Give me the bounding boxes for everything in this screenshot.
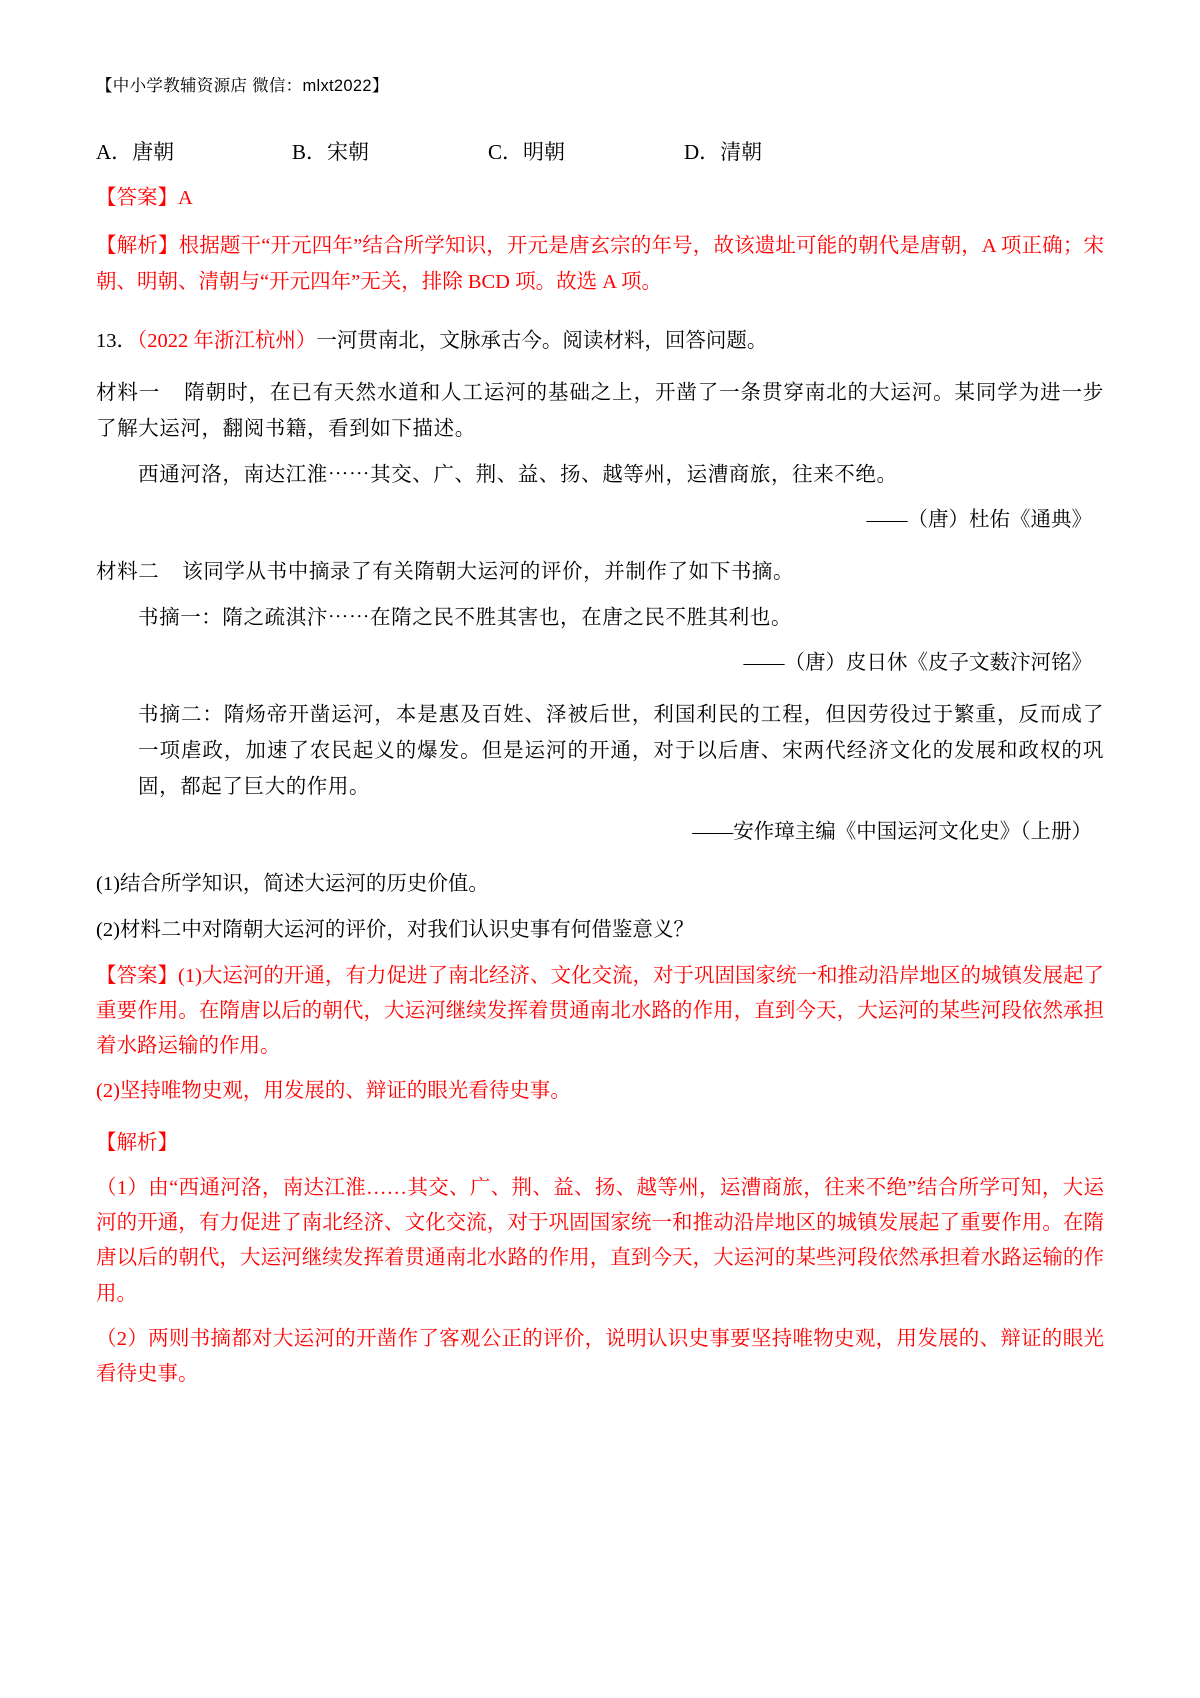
- material1-label: 材料一: [96, 382, 161, 405]
- question13-number: 13．: [96, 329, 137, 352]
- question13-answer-1: [96, 959, 1104, 1065]
- material2-label: 材料二: [96, 560, 160, 583]
- material1-source: ——（唐）杜佑《通典》: [866, 508, 1092, 531]
- excerpt-two-source: ——安作璋主编《中国运河文化史》（上册）: [692, 820, 1092, 843]
- material2-text: 该同学从书中摘录了有关隋朝大运河的评价，并制作了如下书摘。: [182, 560, 795, 583]
- question13-heading: [96, 325, 1104, 358]
- analysis-1: （1）由“西通河洛，南达江淮……其交、广、荆、益、扬、越等州，运漕商旅，往来不绝”结合所学可知，大运河的开通，有力促进了南北经济、文化交流，对于巩固国家统一和推动沿岸地区的城镇发展起了重要作用。在隋唐以后的朝代，大运河继续发挥着贯通南北水路的作用，直到今天，大运河的某些河段依然承担着水路运输的作用。: [96, 1176, 1104, 1305]
- option-b: B．宋朝: [292, 140, 370, 164]
- sub-question-2: (2)材料二中对隋朝大运河的评价，对我们认识史事有何借鉴意义？: [96, 918, 694, 941]
- answer-1-text: (1)大运河的开通，有力促进了南北经济、文化交流，对于巩固国家统一和推动沿岸地区的城镇发展起了重要作用。在隋唐以后的朝代，大运河继续发挥着贯通南北水路的作用，直到今天，大运河的某些河段依然承担着水路运输的作用。: [96, 964, 1105, 1058]
- material1: [96, 376, 1104, 448]
- option-d: D．清朝: [684, 140, 763, 164]
- question13-source-tag: （2022 年浙江杭州）: [137, 329, 317, 352]
- excerpt-one-source: ——（唐）皮日休《皮子文薮汴河铭》: [743, 651, 1092, 674]
- question13-stem: 一河贯南北，文脉承古今。阅读材料，回答问题。: [316, 329, 768, 352]
- answer-label: 【答案】: [96, 964, 179, 987]
- answer-label: 【答案】: [96, 187, 178, 209]
- question13-analysis-block: [96, 1126, 1104, 1393]
- question13-answer-block: [96, 959, 1104, 1110]
- material1-quote: 西通河洛，南达江淮⋯⋯其交、广、荆、益、扬、越等州，运漕商旅，往来不绝。: [138, 463, 898, 486]
- material2: [96, 555, 1104, 591]
- excerpt-one: 书摘一：隋之疏淇汴⋯⋯在隋之民不胜其害也，在唐之民不胜其利也。: [138, 606, 793, 629]
- question12-answer-line: [96, 182, 1104, 215]
- question12-options: [96, 136, 1104, 166]
- sub-question-1: (1)结合所学知识，简述大运河的历史价值。: [96, 872, 489, 895]
- answer-value: A: [178, 187, 193, 209]
- question12-analysis: 【解析】根据题干“开元四年”结合所学知识，开元是唐玄宗的年号，故该遗址可能的朝代是唐朝，A 项正确；宋朝、明朝、清朝与“开元四年”无关，排除 BCD 项。故选 A 项。: [96, 235, 1104, 294]
- excerpt-two: 书摘二：隋炀帝开凿运河，本是惠及百姓、泽被后世，利国利民的工程，但因劳役过于繁重，反而成了一项虐政，加速了农民起义的爆发。但是运河的开通，对于以后唐、宋两代经济文化的发展和政权的巩固，都起了巨大的作用。: [138, 703, 1104, 798]
- analysis-2: （2）两则书摘都对大运河的开凿作了客观公正的评价，说明认识史事要坚持唯物史观，用发展的、辩证的眼光看待史事。: [96, 1327, 1104, 1386]
- question13-answer-2: (2)坚持唯物史观，用发展的、辩证的眼光看待史事。: [96, 1080, 571, 1103]
- watermark-text: 【中小学教辅资源店 微信：mlxt2022】: [96, 77, 389, 95]
- material1-text: 隋朝时，在已有天然水道和人工运河的基础之上，开凿了一条贯穿南北的大运河。某同学为进一步了解大运河，翻阅书籍，看到如下描述。: [96, 382, 1104, 441]
- option-c: C．明朝: [488, 140, 566, 164]
- analysis-label: 【解析】: [96, 1131, 178, 1154]
- option-a: A．唐朝: [96, 140, 175, 164]
